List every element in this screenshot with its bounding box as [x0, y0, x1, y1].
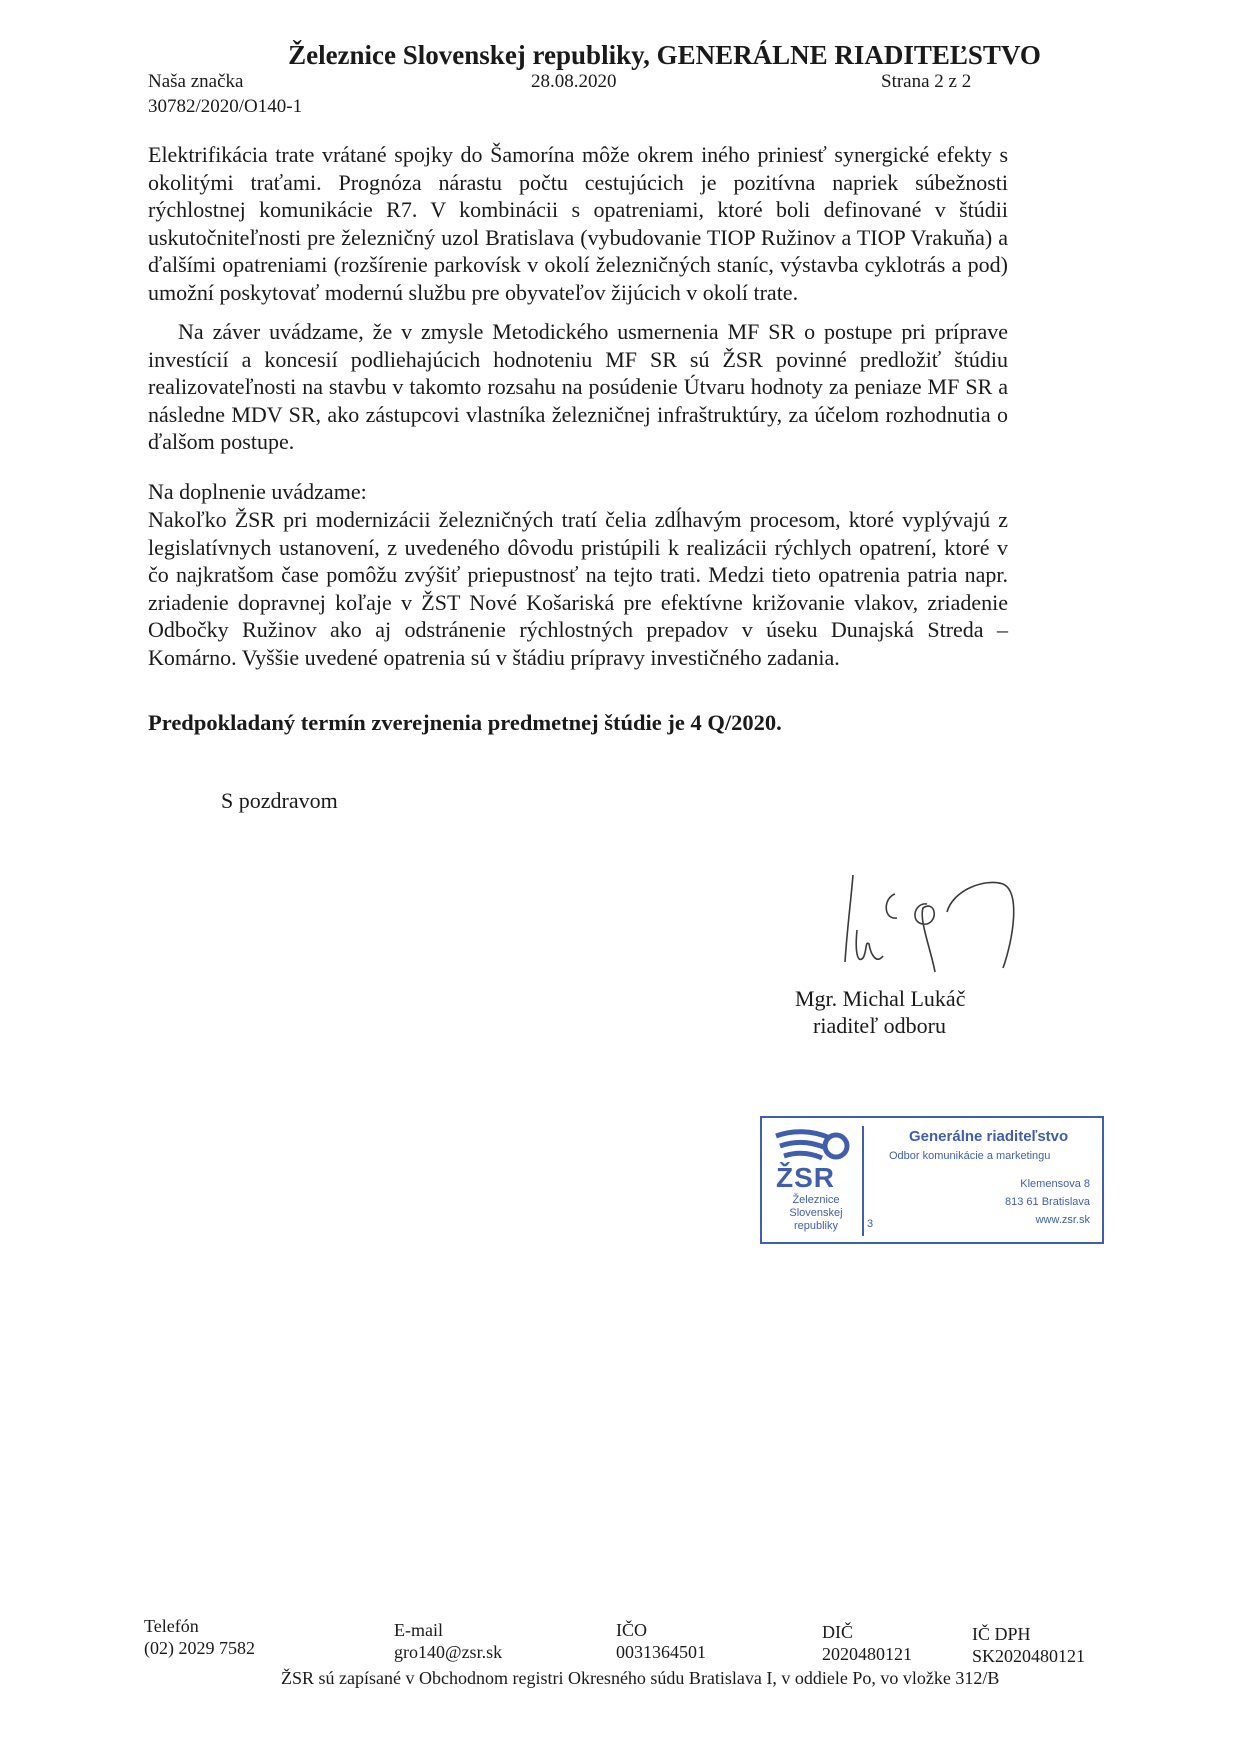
stamp-logo-subtitle: Železnice Slovenskej republiky [789, 1194, 843, 1232]
letterhead-title: Železnice Slovenskej republiky, GENERÁLNE RIADITEĽSTVO [288, 40, 1041, 70]
page-indicator: Strana 2 z 2 [881, 71, 972, 92]
handwritten-signature [835, 860, 1035, 990]
footer-dic-label: DIČ [822, 1622, 853, 1642]
footer-ico: 0031364501 [616, 1642, 706, 1662]
footer-dic: 2020480121 [822, 1644, 912, 1664]
reference-label: Naša značka [148, 71, 244, 92]
signatory-name: Mgr. Michal Lukáč [795, 986, 966, 1011]
footer-phone-label: Telefón [144, 1616, 199, 1636]
publication-date-statement: Predpokladaný termín zverejnenia predmetnej štúdie je 4 Q/2020. [148, 710, 782, 735]
organization-stamp [760, 1116, 1104, 1244]
paragraph-conclusion: Na záver uvádzame, že v zmysle Metodického usmernenia MF SR o postupe pri príprave investícií a koncesií podliehajúcich hodnoteniu MF SR sú ŽSR povinné predložiť štúdiu realizovateľnosti na stavbu v takomto rozsahu na posúdenie Útvaru hodnoty za peniaze MF SR a následne MDV SR, ako zástupcovi vlastníka železničnej infraštruktúry, za účelom rozhodnutia o ďalšom postupe. [148, 319, 1008, 455]
paragraph-supplement-lead: Na doplnenie uvádzame: [148, 479, 367, 504]
paragraph-electrification: Elektrifikácia trate vrátané spojky do Šamorína môže okrem iného priniesť synergické efekty s okolitými traťami. Prognóza nárastu počtu cestujúcich je pozitívna napriek súbežnosti rýchlostnej komunikácie R7. V kombinácii s opatreniami, ktoré boli definované v štúdii uskutočniteľnosti pre železničný uzol Bratislava (vybudovanie TIOP Ružinov a TIOP Vrakuňa) a ďalšími opatreniami (rozšírenie parkovísk v okolí železničných staníc, výstavba cyklotrás a pod) umožní poskytovať modernú službu pre obyvateľov žijúcich v okolí trate. [148, 142, 1008, 305]
stamp-divider [862, 1126, 864, 1236]
stamp-number: 3 [867, 1218, 874, 1230]
letter-date: 28.08.2020 [531, 71, 617, 92]
signatory-role: riaditeľ odboru [813, 1013, 946, 1038]
footer-email: gro140@zsr.sk [394, 1642, 503, 1662]
stamp-subtitle: Odbor komunikácie a marketingu [889, 1150, 1051, 1162]
footer-icdph: SK2020480121 [972, 1646, 1086, 1666]
stamp-website: www.zsr.sk [1035, 1214, 1090, 1226]
greeting: S pozdravom [221, 788, 338, 813]
footer-icdph-label: IČ DPH [972, 1624, 1031, 1644]
stamp-title: Generálne riaditeľstvo [909, 1128, 1069, 1145]
footer-ico-label: IČO [616, 1620, 647, 1640]
reference-number: 30782/2020/O140-1 [148, 96, 303, 117]
stamp-logo-text: ŽSR [776, 1162, 835, 1193]
footer-phone: (02) 2029 7582 [144, 1638, 255, 1658]
stamp-address-street: Klemensova 8 [1020, 1178, 1090, 1190]
paragraph-supplement: Nakoľko ŽSR pri modernizácii železničných tratí čelia zdĺhavým procesom, ktoré vyplývajú z legislatívnych ustanovení, z uvedeného dôvodu pristúpili k realizácii rýchlych opatrení, ktoré v čo najkratšom čase pomôžu zvýšiť priepustnosť na tejto trati. Medzi tieto opatrenia patria napr. zriadenie dopravnej koľaje v ŽST Nové Košariská pre efektívne križovanie vlakov, zriadenie Odbočky Ružinov ako aj odstránenie rýchlostných prepadov v úseku Dunajská Streda – Komárno. Vyššie uvedené opatrenia sú v štádiu prípravy investičného zadania. [148, 507, 1008, 670]
footer-email-label: E-mail [394, 1620, 443, 1640]
footer-registry-note: ŽSR sú zapísané v Obchodnom registri Okresného súdu Bratislava I, v oddiele Po, vo vložke 312/B [281, 1668, 1000, 1688]
stamp-address-city: 813 61 Bratislava [1005, 1196, 1090, 1208]
